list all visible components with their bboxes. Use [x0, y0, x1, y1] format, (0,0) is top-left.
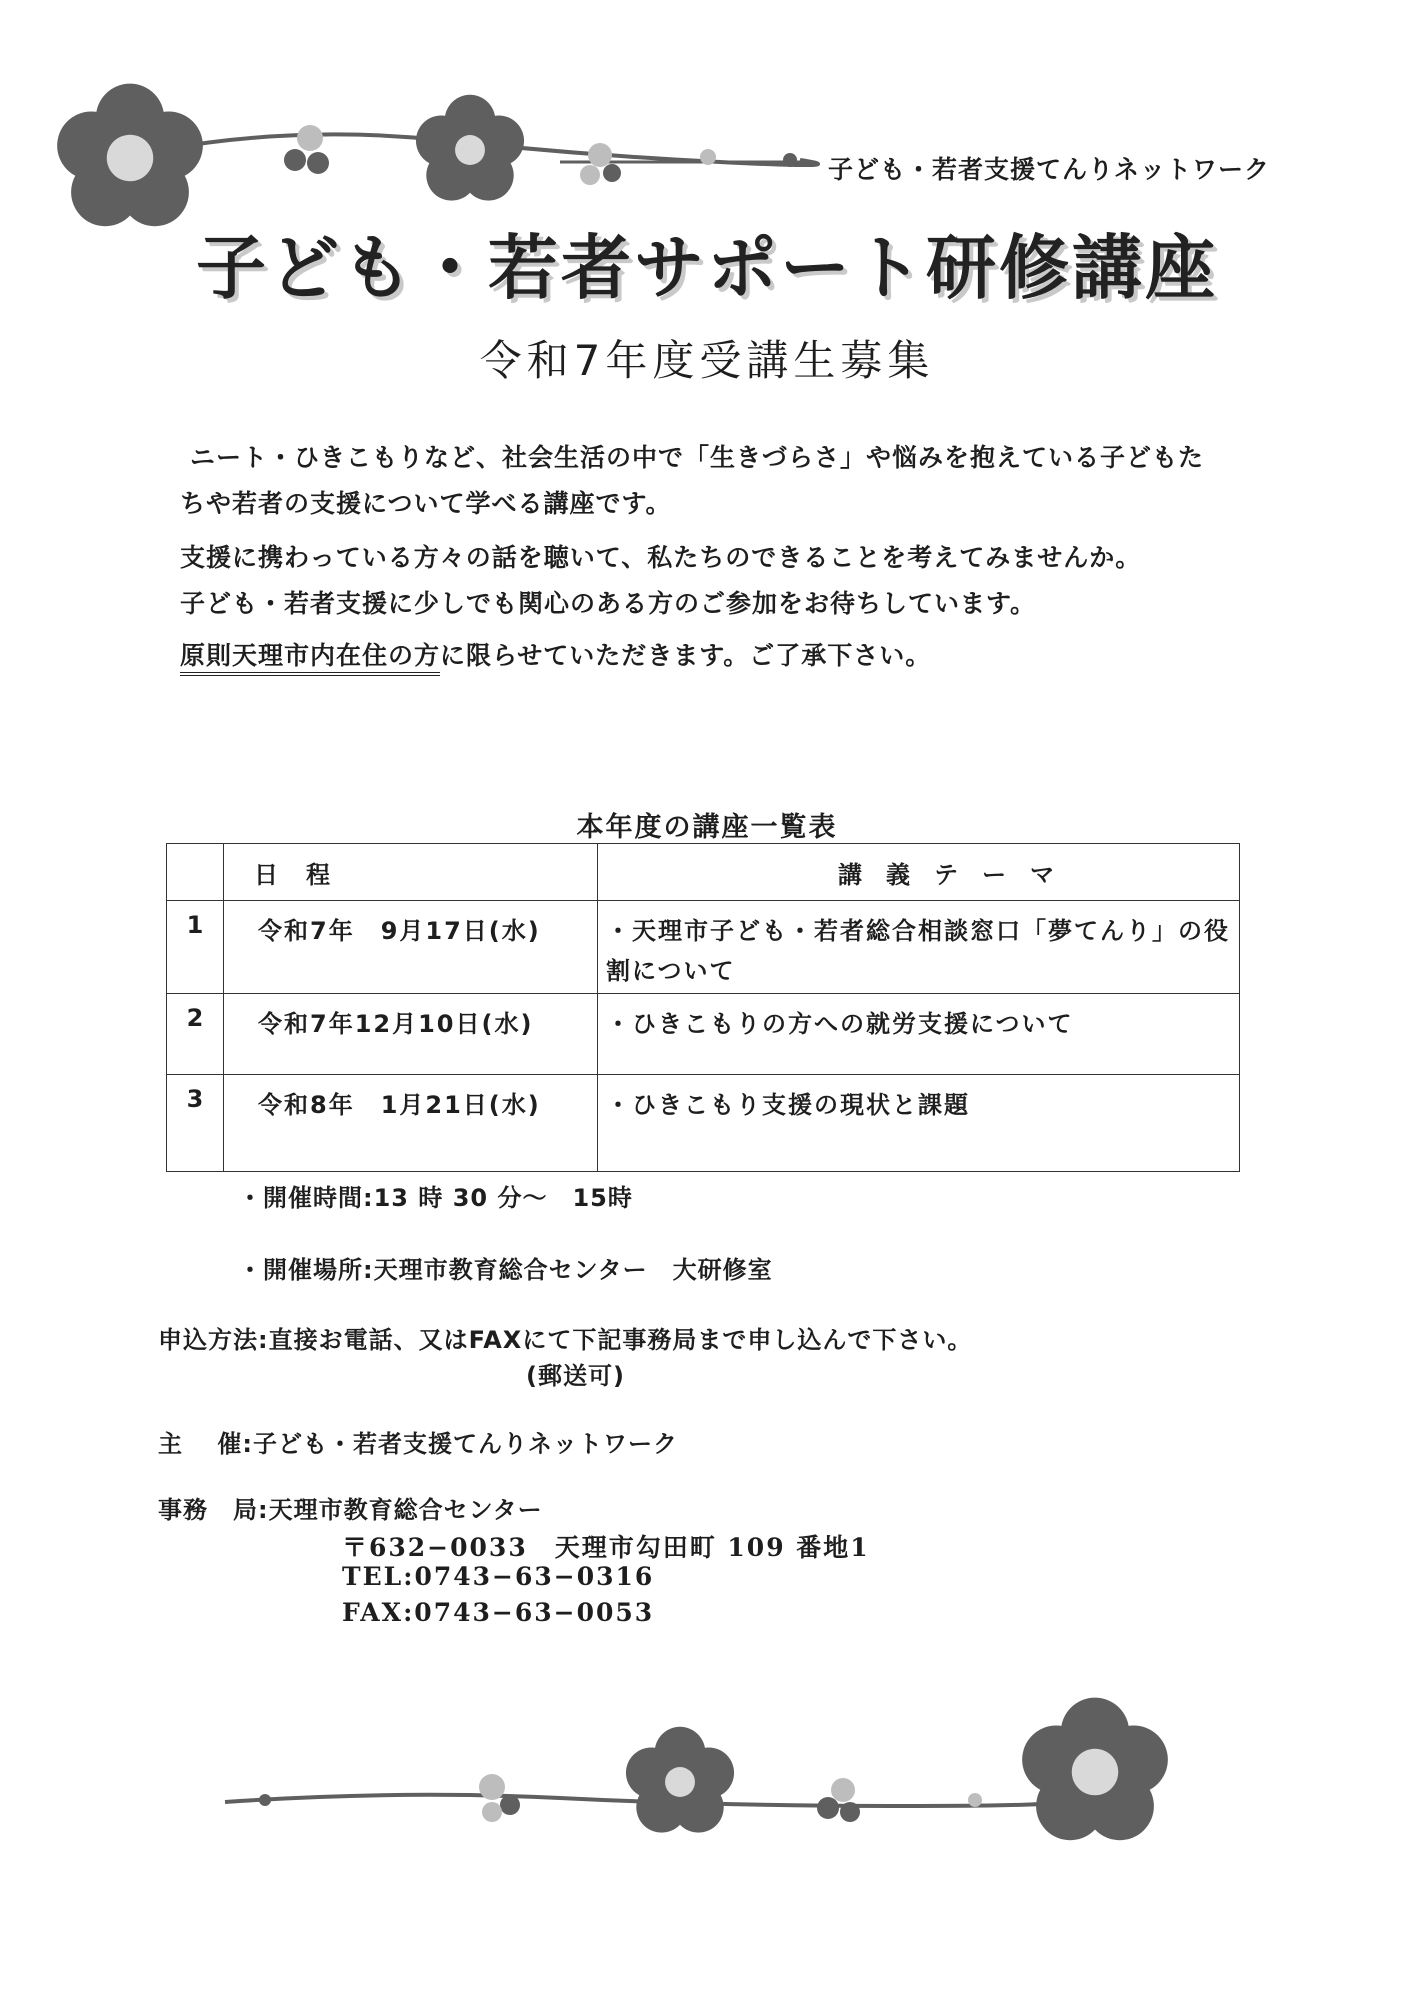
- office-phone: TEL:0743−63−0316: [342, 1562, 655, 1591]
- row-date: 令和7年 9月17日(水): [224, 901, 598, 994]
- event-place: ・開催場所:天理市教育総合センター 大研修室: [238, 1256, 773, 1284]
- row-date: 令和7年12月10日(水): [224, 994, 598, 1075]
- residency-note: に限らせていただきます。ご了承下さい。: [440, 641, 932, 670]
- office-address: 〒632−0033 天理市勾田町 109 番地1: [342, 1533, 870, 1562]
- row-date: 令和8年 1月21日(水): [224, 1075, 598, 1172]
- intro-line: ちや若者の支援について学べる講座です。: [180, 489, 672, 518]
- row-number: 3: [167, 1075, 224, 1172]
- table-header-row: [167, 844, 1240, 901]
- intro-line: [180, 636, 931, 672]
- residency-requirement: 原則天理市内在住の方: [180, 641, 440, 676]
- flower-icon: [416, 95, 524, 201]
- host-info: 主 催:子ども・若者支援てんりネットワーク: [158, 1430, 678, 1458]
- table-row: [167, 994, 1240, 1075]
- office-fax: FAX:0743−63−0053: [342, 1598, 655, 1627]
- intro-line: 支援に携わっている方々の話を聴いて、私たちのできることを考えてみませんか。: [180, 543, 1142, 572]
- header-theme: 講 義 テ ー マ: [598, 844, 1240, 901]
- intro-line: ニート・ひきこもりなど、社会生活の中で「生きづらさ」や悩みを抱えている子どもた: [190, 443, 1205, 472]
- row-theme: ・ひきこもり支援の現状と課題: [598, 1075, 1240, 1172]
- row-theme: ・天理市子ども・若者総合相談窓口「夢てんり」の役割について: [598, 901, 1240, 994]
- header-number: [167, 844, 224, 901]
- event-time: ・開催時間:13 時 30 分～ 15時: [238, 1184, 633, 1212]
- organizer-label: 子ども・若者支援てんりネットワーク: [828, 155, 1271, 184]
- table-row: [167, 901, 1240, 994]
- header-date: 日 程: [224, 844, 598, 901]
- application-note: (郵送可): [526, 1362, 625, 1390]
- row-number: 2: [167, 994, 224, 1075]
- flower-icon: [626, 1727, 734, 1833]
- flower-icon: [57, 84, 203, 227]
- application-method: 申込方法:直接お電話、又はFAXにて下記事務局まで申し込んで下さい。: [158, 1326, 973, 1354]
- leaf-cluster-icon: [259, 1774, 982, 1822]
- flower-icon: [1022, 1698, 1168, 1841]
- schedule-table-title: 本年度の講座一覧表: [576, 812, 838, 843]
- schedule-table: [166, 843, 1240, 1172]
- page-title: 子ども・若者サポート研修講座: [196, 227, 1218, 309]
- intro-line: 子ども・若者支援に少しでも関心のある方のご参加をお待ちしています。: [180, 589, 1037, 618]
- row-theme: ・ひきこもりの方への就労支援について: [598, 994, 1240, 1075]
- table-row: [167, 1075, 1240, 1172]
- office-info: 事務 局:天理市教育総合センター: [158, 1496, 543, 1524]
- row-number: 1: [167, 901, 224, 994]
- page-subtitle: 令和7年度受講生募集: [479, 336, 935, 385]
